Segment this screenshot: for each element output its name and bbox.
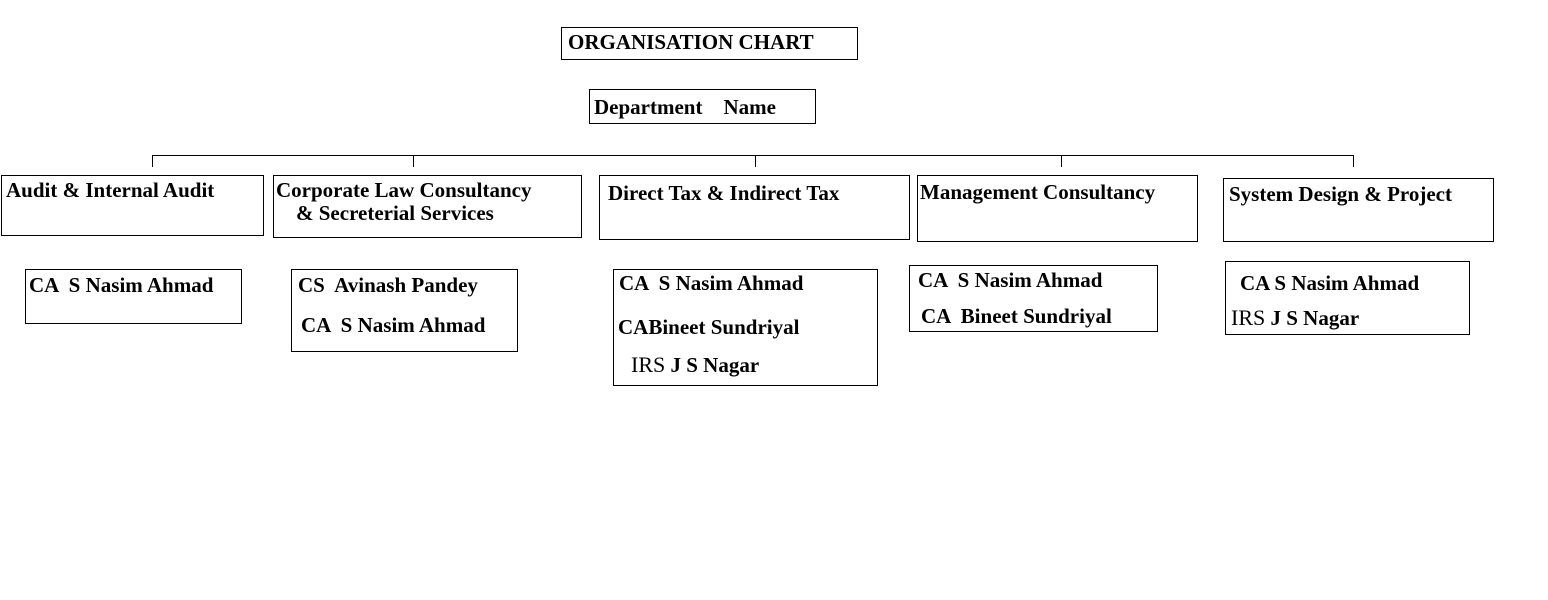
department-name-line: Corporate Law Consultancy: [276, 178, 532, 202]
connector-drop-2: [413, 155, 414, 167]
root-node-label: Department Name: [594, 95, 776, 119]
member-prefix: IRS: [631, 352, 666, 377]
connector-drop-1: [152, 155, 153, 167]
member-name: [618, 316, 799, 339]
member-name: CA S Nasim Ahmad: [619, 271, 804, 295]
connector-drop-5: [1353, 155, 1354, 167]
department-name: Audit & Internal Audit: [6, 178, 215, 202]
connector-drop-4: [1061, 155, 1062, 167]
member-prefix: CA: [618, 315, 649, 339]
member-name: CS Avinash Pandey: [298, 273, 478, 297]
member-given-name: J S Nagar: [670, 353, 760, 377]
department-name: Management Consultancy: [920, 180, 1156, 204]
member-prefix: IRS: [1231, 305, 1266, 330]
member-name: [1231, 306, 1359, 330]
connector-horizontal: [152, 155, 1353, 156]
member-name: CA Bineet Sundriyal: [921, 304, 1112, 328]
connector-drop-3: [755, 155, 756, 167]
member-name: CA S Nasim Ahmad: [918, 268, 1103, 292]
member-name: CA S Nasim Ahmad: [301, 313, 486, 337]
member-given-name: Bineet Sundriyal: [648, 315, 800, 339]
chart-title: ORGANISATION CHART: [568, 30, 814, 54]
department-name: Direct Tax & Indirect Tax: [608, 181, 840, 205]
member-name: [631, 353, 759, 377]
member-given-name: J S Nagar: [1270, 306, 1360, 330]
member-name: CA S Nasim Ahmad: [29, 273, 214, 297]
department-name-line: & Secreterial Services: [296, 201, 494, 225]
member-name: CA S Nasim Ahmad: [1240, 271, 1420, 295]
department-name: System Design & Project: [1229, 182, 1452, 206]
